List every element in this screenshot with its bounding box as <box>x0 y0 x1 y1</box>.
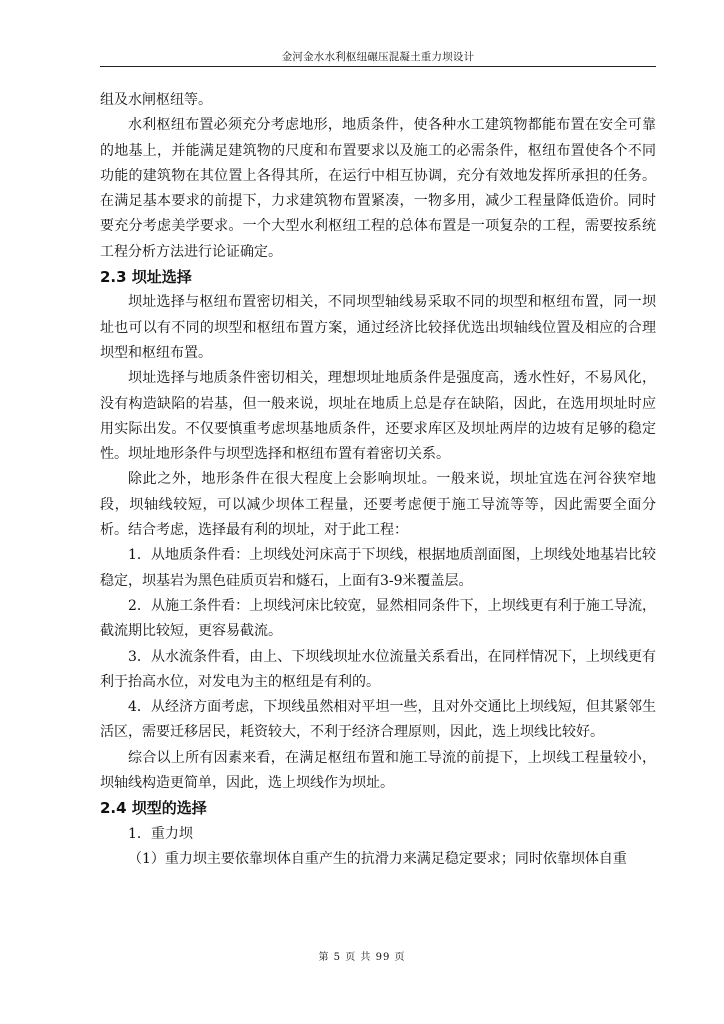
list-item-construction: 2．从施工条件看：上坝线河床比较宽，显然相同条件下，上坝线更有利于施工导流，截流期比较短，更容易截流。 <box>100 597 656 640</box>
running-header <box>100 50 656 67</box>
paragraph-site-terrain: 除此之外，地形条件在很大程度上会影响坝址。一般来说，坝址宜选在河谷狭窄地段，坝轴线较短，可以减少坝体工程量，还要考虑便于施工导流等等，因此需要全面分析。结合考虑，选择最有利的坝址，对于此工程： <box>100 471 656 539</box>
subheading-gravity-dam: 1．重力坝 <box>128 825 193 842</box>
page-footer <box>0 948 724 963</box>
paragraph-gravity-dam-1: （1）重力坝主要依靠坝体自重产生的抗滑力来满足稳定要求；同时依靠坝体自重 <box>128 850 627 867</box>
section-heading-2-4: 2.4 坝型的选择 <box>100 799 207 818</box>
section-heading-2-3: 2.3 坝址选择 <box>100 268 192 287</box>
document-body <box>100 88 656 872</box>
paragraph-continuation: 组及水闸枢纽等。 <box>100 92 212 108</box>
header-title: 金河金水水利枢纽碾压混凝土重力坝设计 <box>281 51 475 63</box>
list-item-economy: 4．从经济方面考虑，下坝线虽然相对平坦一些，且对外交通比上坝线短，但其紧邻生活区，需要迁移居民，耗资较大，不利于经济合理原则，因此，选上坝线比较好。 <box>100 699 656 741</box>
paragraph-layout-principles: 水利枢纽布置必须充分考虑地形，地质条件，使各种水工建筑物都能布置在安全可靠的地基上，并能满足建筑物的尺度和布置要求以及施工的必需条件，枢纽布置使各个不同功能的建筑物在其位置上各得其所，在运行中相互协调，充分有效地发挥所承担的任务。在满足基本要求的前提下，力求建筑物布置紧凑，一物多用，减少工程量降低造价。同时要充分考虑美学要求。一个大型水利枢纽工程的总体布置是一项复杂的工程，需要按系统工程分析方法进行论证确定。 <box>100 117 656 260</box>
list-item-geology: 1．从地质条件看：上坝线处河床高于下坝线，根据地质剖面图，上坝线处地基岩比较稳定，坝基岩为黑色硅质页岩和燧石，上面有3-9米覆盖层。 <box>100 547 656 589</box>
paragraph-site-layout: 坝址选择与枢纽布置密切相关，不同坝型轴线易采取不同的坝型和枢纽布置，同一坝址也可以有不同的坝型和枢纽布置方案，通过经济比较择优选出坝轴线位置及相应的合理坝型和枢纽布置。 <box>100 294 656 361</box>
paragraph-conclusion: 综合以上所有因素来看，在满足枢纽布置和施工导流的前提下，上坝线工程量较小，坝轴线构造更简单，因此，选上坝线作为坝址。 <box>100 749 656 792</box>
page-number: 第 5 页 共 99 页 <box>318 952 406 963</box>
paragraph-site-geology: 坝址选择与地质条件密切相关，理想坝址地质条件是强度高，透水性好，不易风化，没有构造缺陷的岩基，但一般来说，坝址在地质上总是存在缺陷，因此，在选用坝址时应用实际出发。不仅要慎重考虑坝基地质条件，还要求库区及坝址两岸的边坡有足够的稳定性。坝址地形条件与坝型选择和枢纽布置有着密切关系。 <box>100 370 656 463</box>
list-item-flow: 3．从水流条件看，由上、下坝线坝址水位流量关系看出，在同样情况下，上坝线更有利于抬高水位，对发电为主的枢纽是有利的。 <box>100 648 656 690</box>
